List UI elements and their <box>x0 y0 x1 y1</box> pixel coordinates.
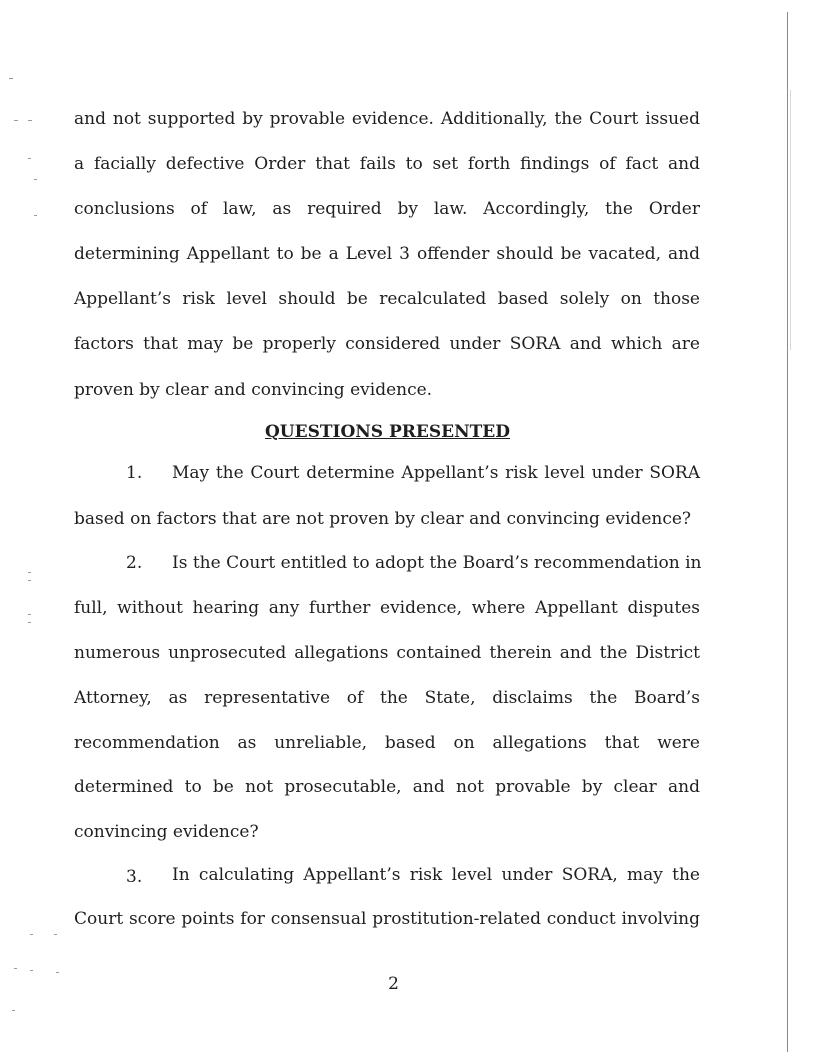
question-line: numerous unprosecuted allegations contained therein and the District <box>74 643 700 663</box>
paragraph-line: Appellant’s risk level should be recalculated based solely on those <box>74 289 700 309</box>
scan-mark <box>30 934 33 935</box>
scan-mark <box>28 158 31 159</box>
paragraph-line: factors that may be properly considered under SORA and which are <box>74 334 700 354</box>
paragraph-line: and not supported by provable evidence. Additionally, the Court issued <box>74 109 700 129</box>
paragraph-line: determining Appellant to be a Level 3 offender should be vacated, and <box>74 244 700 264</box>
scan-mark <box>28 580 31 581</box>
scan-mark <box>34 179 37 180</box>
question-number: 2. <box>126 553 143 573</box>
question-line: Court score points for consensual prostitution-related conduct involving <box>74 909 700 929</box>
section-heading: QUESTIONS PRESENTED <box>264 422 510 442</box>
question-line: Attorney, as representative of the State, disclaims the Board’s <box>74 688 700 708</box>
question-line: convincing evidence? <box>74 822 259 842</box>
page-edge-shadow <box>790 90 791 350</box>
question-first-line: Is the Court entitled to adopt the Board’s recommendation in <box>172 553 702 573</box>
scan-mark <box>34 215 37 216</box>
paragraph-line: proven by clear and convincing evidence. <box>74 380 433 400</box>
question-number: 3. <box>126 867 143 887</box>
scan-mark <box>28 614 31 615</box>
scan-mark <box>28 622 31 623</box>
question-line: full, without hearing any further evidence, where Appellant disputes <box>74 598 700 618</box>
scan-mark <box>12 1010 15 1011</box>
question-line: based on factors that are not proven by clear and convincing evidence? <box>74 509 692 529</box>
scan-mark <box>30 970 33 971</box>
question-line: determined to be not prosecutable, and not provable by clear and <box>74 777 700 797</box>
scan-mark <box>28 120 32 121</box>
scan-mark <box>28 572 31 573</box>
scan-mark <box>14 120 18 121</box>
page-edge-line <box>787 12 788 1052</box>
question-first-line: May the Court determine Appellant’s risk level under SORA <box>172 463 700 483</box>
scan-mark <box>9 78 13 79</box>
scan-mark <box>54 934 57 935</box>
paragraph-line: conclusions of law, as required by law. Accordingly, the Order <box>74 199 700 219</box>
paragraph-line: a facially defective Order that fails to set forth findings of fact and <box>74 154 700 174</box>
question-number: 1. <box>126 463 143 483</box>
question-first-line: In calculating Appellant’s risk level under SORA, may the <box>172 865 700 885</box>
scan-mark <box>14 968 17 969</box>
page-number: 2 <box>388 974 399 994</box>
question-line: recommendation as unreliable, based on allegations that were <box>74 733 700 753</box>
